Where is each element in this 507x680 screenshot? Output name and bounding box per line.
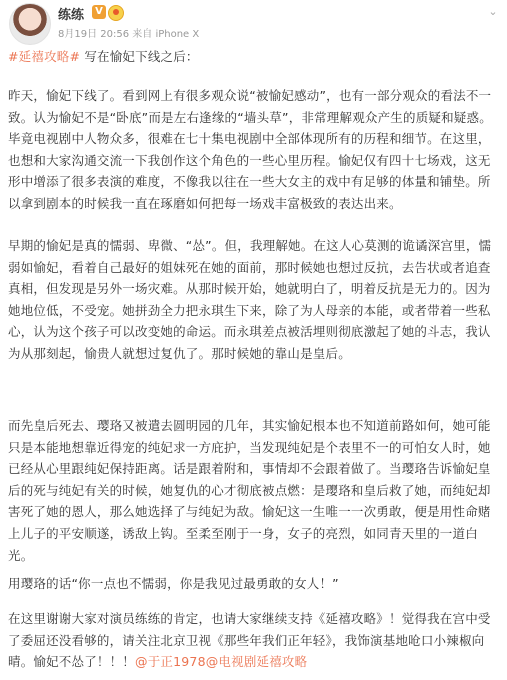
topic-line <box>8 46 498 68</box>
verified-badge-icon: V <box>92 5 106 19</box>
paragraph-4: 用璎珞的话“你一点也不懦弱，你是我见过最勇敢的女人！” <box>8 576 339 591</box>
user-name[interactable]: 练练 <box>58 8 85 23</box>
topic-link[interactable]: #延禧攻略# <box>8 49 81 64</box>
post-meta <box>58 25 199 40</box>
paragraph-5 <box>8 608 498 673</box>
paragraph-1: 昨天，愉妃下线了。看到网上有很多观众说“被愉妃感动”，也有一部分观众的看法不一致。认为愉妃不是“卧底”而是左右逢缘的“墙头草”，非常理解观众产生的质疑和疑惑。毕竟电视剧中人物众多，很难在七十集电视剧中全部体现所有的历程和细节。在这里，也想和大家沟通交流一下我创作这个角色的一些心里历程。愉妃仅有四十七场戏，这无形中增添了很多表演的难度，不像我以往在一些大女主的戏中有足够的体量和铺垫。所以拿到剧本的时候我一直在琢磨如何把每一场戏丰富极致的表达出来。 <box>8 88 492 211</box>
topic-line-text: 写在愉妃下线之后： <box>80 49 199 64</box>
mention-yuzheng[interactable]: @于正1978 <box>135 654 206 670</box>
chevron-down-icon[interactable]: ⌄ <box>488 5 498 18</box>
post-header <box>0 0 507 46</box>
mention-drama[interactable]: @电视剧延禧攻略 <box>205 654 308 670</box>
paragraph-5-text: 在这里谢谢大家对演员练练的肯定，也请大家继续支持《延禧攻略》！觉得我在宫中受了委屈还没看够的，请关注北京卫视《那些年我们正年轻》，我饰演基地呛口小辣椒向晴。愉妃不怂了！！！ <box>8 611 491 670</box>
paragraph-3: 而先皇后死去、璎珞又被遣去圆明园的几年，其实愉妃根本也不知道前路如何，她可能只是本能地想靠近得宠的纯妃求一方庇护，当发现纯妃是个表里不一的可怕女人时，她已经从心里跟纯妃保持距离。话是跟着附和，事情却不会跟着做了。当璎珞告诉愉妃皇后的死与纯妃有关的时候，她复仇的心才彻底被点燃：是璎珞和皇后救了她，而纯妃却害死了她的恩人，那么她选择了与纯妃为敌。愉妃这一生唯一一次勇敢，便是用性命赌上儿子的平安顺遂，诱敌上钩。至柔至刚于一身，女子的亮烈，如同青天里的一道白光。 <box>8 418 491 563</box>
avatar[interactable] <box>9 3 51 45</box>
paragraph-2: 早期的愉妃是真的懦弱、卑微、“怂”。但，我理解她。在这人心莫测的诡谲深宫里，懦弱如愉妃，看着自己最好的姐妹死在她的面前，那时候她也想过反抗，去告状或者追查真相，但发现是另外一场灾难。从那时候开始，她就明白了，明着反抗是无力的。因为她地位低，不受宠。她拼劲全力把永琪生下来，除了为人母亲的本能，或者带着一些私心，认为这个孩子可以改变她的命运。而永琪差点被活埋则彻底激起了她的斗志，我认为从那刻起，愉贵人就想过复仇了。那时候她的靠山是皇后。 <box>8 238 492 361</box>
post-source: 来自 iPhone X <box>132 29 200 40</box>
post-date[interactable]: 8月19日 20:56 <box>58 29 130 40</box>
vip-icon <box>108 5 124 21</box>
